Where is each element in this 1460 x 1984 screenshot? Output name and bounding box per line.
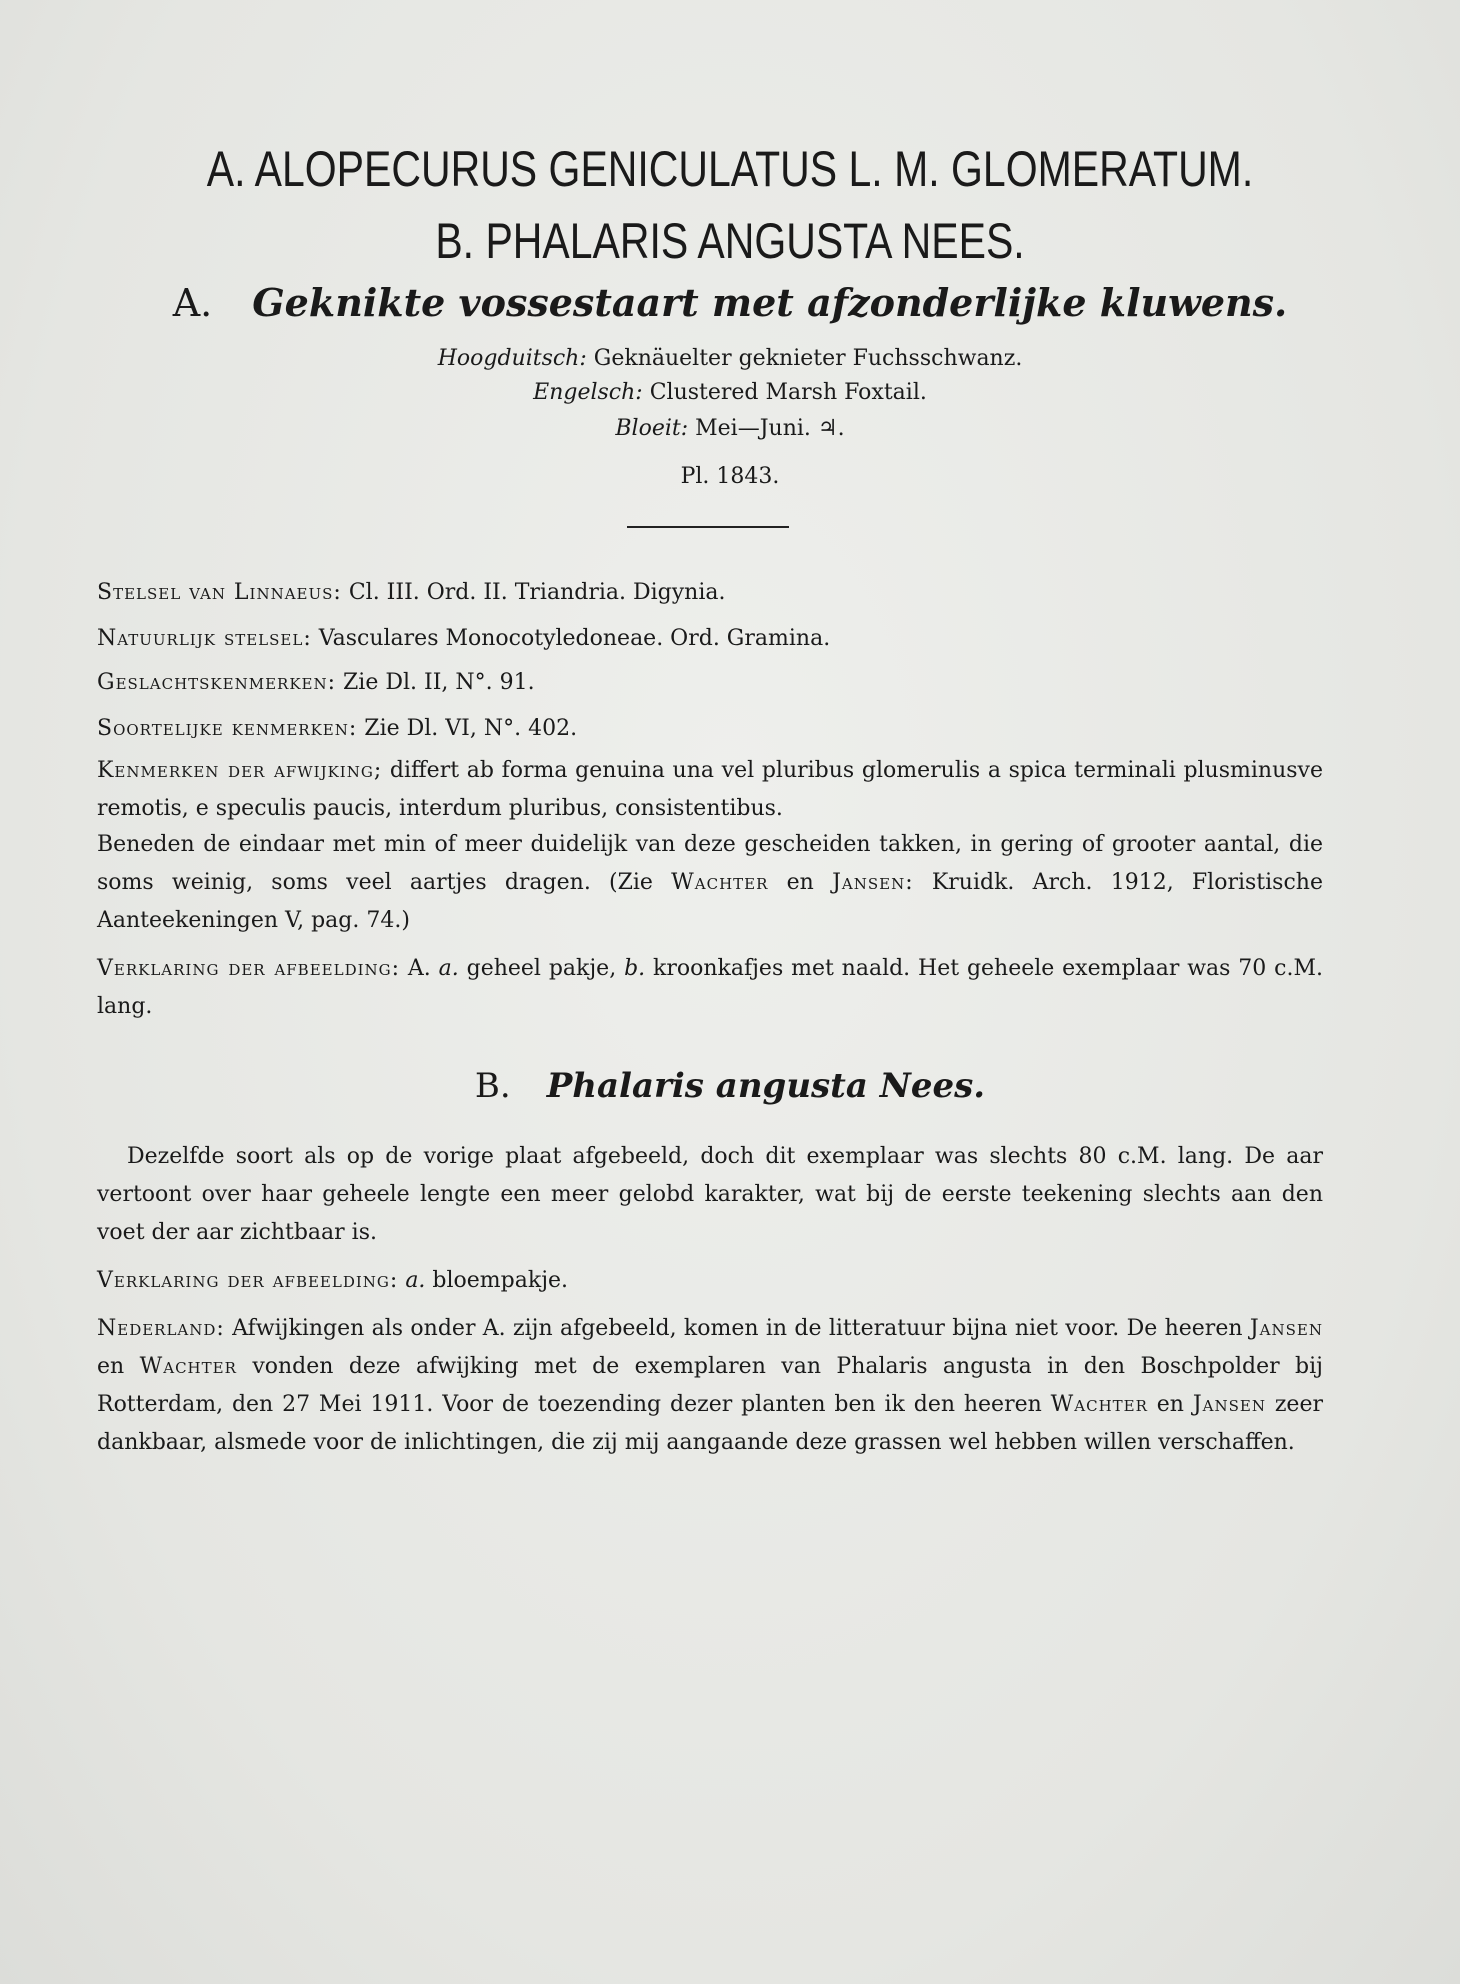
title-line-2: B. PHALARIS ANGUSTA NEES. — [435, 213, 1025, 269]
deviation-value: differt ab forma genuina una vel pluribus glomerulis a spica terminali plusminusve remotis, e speculis paucis, interdum pluribus, consistentibus. — [97, 758, 1323, 821]
genus-characters — [97, 664, 1323, 702]
natural-value: Vasculares Monocotyledoneae. Ord. Gramina. — [318, 626, 831, 651]
figure-explanation-a-label: Verklaring der afbeelding: — [97, 956, 401, 981]
author-wachter: Wachter — [139, 1354, 237, 1379]
linnaeus-system — [97, 574, 1323, 612]
conjunction: en — [786, 870, 814, 895]
genus-value: Zie Dl. II, N°. 91. — [343, 670, 535, 695]
netherlands-paragraph — [97, 1310, 1323, 1462]
german-name — [0, 346, 1460, 371]
description-text-1: Beneden de eindaar met min of meer duidelijk van deze gescheiden takken, in gering of grooter aantal, die soms weinig, soms veel aartjes dragen. (Zie — [97, 832, 1323, 895]
author-jansen: Jansen: — [832, 870, 914, 895]
subtitle-b-letter: B. — [474, 1066, 511, 1106]
flowering-label: Bloeit: — [615, 416, 689, 441]
figure-explanation-b-label: Verklaring der afbeelding: — [97, 1268, 399, 1293]
description-paragraph — [97, 826, 1323, 940]
german-label: Hoogduitsch: — [437, 346, 587, 371]
genus-label: Geslachtskenmerken: — [97, 670, 337, 695]
species-value: Zie Dl. VI, N°. 402. — [364, 716, 578, 741]
description-b: Dezelfde soort als op de vorige plaat afgebeeld, doch dit exemplaar was slechts 80 c.M. lang. De aar vertoont over haar geheele lengte een meer gelobd karakter, wat bij de eerste teekening slechts aan den voet der aar zichtbaar is. — [97, 1144, 1323, 1245]
linnaeus-value: Cl. III. Ord. II. Triandria. Digynia. — [348, 580, 726, 605]
author-wachter: Wachter — [1050, 1392, 1148, 1417]
figure-explanation-b-value: bloempakje. — [432, 1268, 569, 1293]
figure-ref-a: a. — [438, 956, 459, 981]
author-jansen: Jansen — [1249, 1316, 1323, 1341]
subtitle-a-letter: A. — [172, 281, 213, 325]
figure-explanation-a-text-3: kroonkafjes met naald. Het geheele exemplaar was 70 c.M. lang. — [97, 956, 1323, 1019]
title-line-1: A. ALOPECURUS GENICULATUS L. M. GLOMERATUM. — [206, 141, 1254, 197]
deviation-characters — [97, 752, 1323, 828]
figure-explanation-b — [97, 1262, 1323, 1300]
netherlands-label: Nederland: — [97, 1316, 225, 1341]
netherlands-text-2: vonden deze afwijking met de exemplaren van Phalaris angusta in den Boschpolder bij Rotterdam, den 27 Mei 1911. Voor de toezending dezer planten ben ik den heeren — [97, 1354, 1323, 1417]
figure-ref-b: b. — [624, 956, 646, 981]
subtitle-a — [0, 280, 1460, 325]
figure-explanation-a-text-2: geheel pakje, — [466, 956, 617, 981]
figure-explanation-a — [97, 950, 1323, 1026]
author-wachter: Wachter — [671, 870, 769, 895]
species-label: Soortelijke kenmerken: — [97, 716, 358, 741]
figure-explanation-a-text-1: A. — [407, 956, 431, 981]
flowering — [0, 416, 1460, 441]
author-jansen: Jansen — [1192, 1392, 1266, 1417]
description-text-2: Kruidk. Arch. 1912, Floristische Aanteekeningen V, pag. 74.) — [97, 870, 1323, 933]
linnaeus-label: Stelsel van Linnaeus: — [97, 580, 342, 605]
subtitle-b-name: Phalaris angusta Nees. — [546, 1066, 986, 1106]
netherlands-text-3: zeer dankbaar, alsmede voor de inlichtingen, die zij mij aangaande deze grassen wel hebben willen verschaffen. — [97, 1392, 1323, 1455]
english-name — [0, 380, 1460, 405]
plate-number: Pl. 1843. — [680, 464, 780, 489]
flowering-value: Mei—Juni. ♃. — [695, 416, 845, 441]
conjunction: en — [97, 1354, 125, 1379]
conjunction: en — [1156, 1392, 1184, 1417]
english-value: Clustered Marsh Foxtail. — [649, 380, 927, 405]
english-label: Engelsch: — [533, 380, 643, 405]
figure-ref-a-b: a. — [405, 1268, 426, 1293]
subtitle-a-name: Geknikte vossestaart met afzonderlijke kluwens. — [252, 280, 1288, 325]
netherlands-text-1: Afwijkingen als onder A. zijn afgebeeld, komen in de litteratuur bijna niet voor. De heeren — [232, 1316, 1243, 1341]
german-value: Geknäuelter geknieter Fuchsschwanz. — [593, 346, 1023, 371]
species-characters — [97, 710, 1323, 748]
deviation-label: Kenmerken der afwijking; — [97, 758, 383, 783]
natural-label: Natuurlijk stelsel: — [97, 626, 312, 651]
divider — [627, 526, 789, 528]
subtitle-b — [0, 1066, 1460, 1106]
natural-system — [97, 620, 1323, 658]
